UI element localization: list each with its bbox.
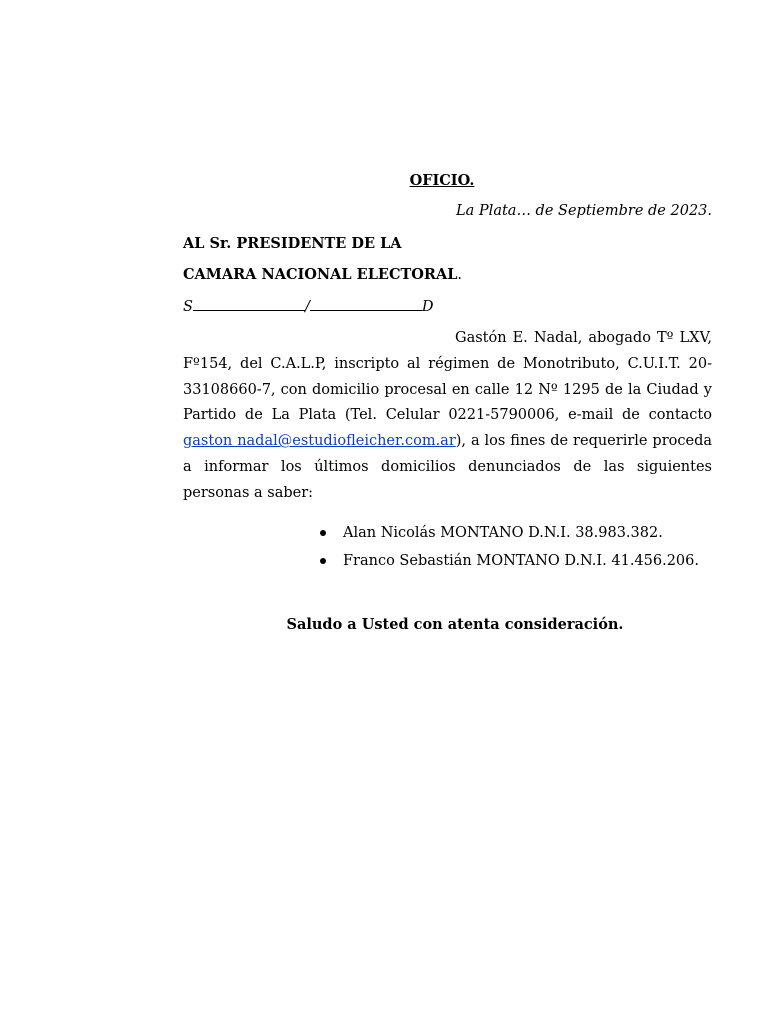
addressee-line-2 [183,266,462,283]
body-text-part-2: ), a los fines de requerirle proceda a informar los últimos domicilios denunciados de las siguientes personas a saber: [183,433,712,501]
addressee-line-1: AL Sr. PRESIDENTE DE LA [183,235,402,252]
sd-d: D [421,299,434,315]
persons-list [316,522,699,578]
document-date: La Plata… de Septiembre de 2023. [456,203,712,219]
addressee-period: . [457,267,463,283]
closing-salutation: Saludo a Usted con atenta consideración. [286,616,624,633]
sd-s: S [183,299,193,315]
body-paragraph [183,326,712,507]
list-item [316,550,699,578]
person-entry: Franco Sebastián MONTANO D.N.I. 41.456.206. [343,553,699,569]
bullet-icon [320,530,326,536]
bullet-icon [320,558,326,564]
sd-blank-2 [310,298,422,311]
email-link[interactable]: gaston nadal@estudiofleicher.com.ar [183,433,456,450]
document-title: OFICIO. [409,172,475,189]
sd-slash: / [304,299,310,315]
addressee-name: CAMARA NACIONAL ELECTORAL [183,266,458,283]
body-text-part-1: Gastón E. Nadal, abogado Tº LXV, Fº154, del C.A.L.P, inscripto al régimen de Monotributo, C.U.I.T. 20-33108660-7, con domicilio procesal en calle 12 Nº 1295 de la Ciudad y Partido de La Plata (Tel. Celular 0221-5790006, e-mail de contacto [183,330,712,424]
person-entry: Alan Nicolás MONTANO D.N.I. 38.983.382. [343,525,663,541]
sd-blank-1 [193,298,305,311]
list-item [316,522,699,550]
su-despacho-line [183,298,433,315]
